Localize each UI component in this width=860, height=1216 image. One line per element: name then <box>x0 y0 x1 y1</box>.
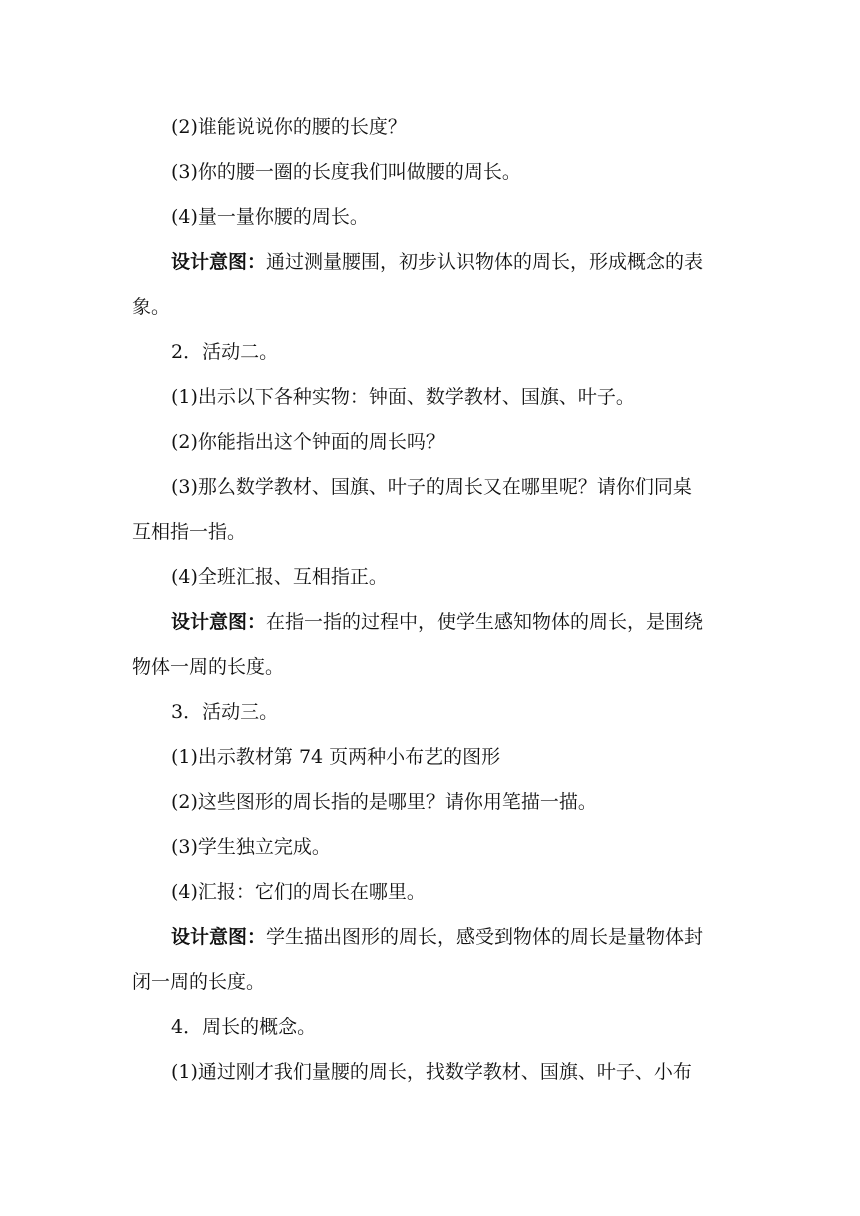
activity-3-heading: 3．活动三。 <box>171 701 279 723</box>
design-intent-1-cont: 象。 <box>132 296 171 318</box>
section-4-heading: 4．周长的概念。 <box>171 1016 317 1038</box>
design-intent-2 <box>171 610 703 634</box>
question-3: (3)你的腰一圈的长度我们叫做腰的周长。 <box>171 161 521 183</box>
question-2: (2)谁能说说你的腰的长度？ <box>171 116 407 138</box>
activity-3-step-1: (1)出示教材第 74 页两种小布艺的图形 <box>171 746 501 768</box>
design-intent-2-cont: 物体一周的长度。 <box>132 656 285 678</box>
activity-3-step-4: (4)汇报：它们的周长在哪里。 <box>171 881 426 903</box>
activity-3-step-2: (2)这些图形的周长指的是哪里？请你用笔描一描。 <box>171 791 597 813</box>
activity-3-step-3: (3)学生独立完成。 <box>171 836 331 858</box>
design-intent-label: 设计意图： <box>171 251 267 273</box>
design-intent-label: 设计意图： <box>171 611 267 633</box>
activity-2-heading: 2．活动二。 <box>171 341 279 363</box>
design-intent-3 <box>171 925 703 949</box>
design-intent-text: 通过测量腰围，初步认识物体的周长，形成概念的表 <box>266 251 704 273</box>
activity-2-step-4: (4)全班汇报、互相指正。 <box>171 566 388 588</box>
design-intent-3-cont: 闭一周的长度。 <box>132 971 266 993</box>
activity-2-step-3-cont: 互相指一指。 <box>132 521 247 543</box>
design-intent-1 <box>171 250 703 274</box>
question-4: (4)量一量你腰的周长。 <box>171 206 369 228</box>
activity-2-step-1: (1)出示以下各种实物：钟面、数学教材、国旗、叶子。 <box>171 386 635 408</box>
design-intent-text: 在指一指的过程中，使学生感知物体的周长，是围绕 <box>266 611 704 633</box>
section-4-step-1: (1)通过刚才我们量腰的周长，找数学教材、国旗、叶子、小布 <box>171 1061 692 1083</box>
design-intent-text: 学生描出图形的周长，感受到物体的周长是量物体封 <box>266 926 704 948</box>
design-intent-label: 设计意图： <box>171 926 267 948</box>
activity-2-step-3: (3)那么数学教材、国旗、叶子的周长又在哪里呢？请你们同桌 <box>171 476 692 498</box>
activity-2-step-2: (2)你能指出这个钟面的周长吗？ <box>171 431 445 453</box>
